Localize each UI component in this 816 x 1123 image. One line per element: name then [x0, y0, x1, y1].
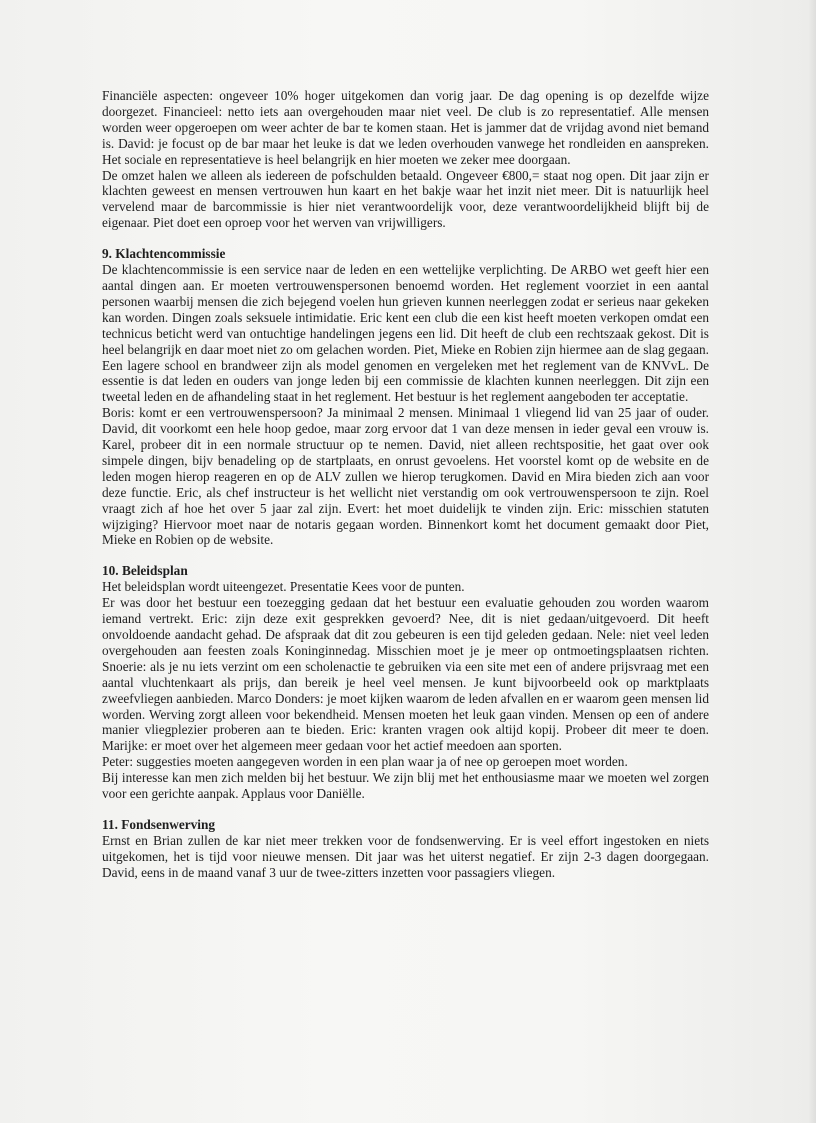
- section-heading: 11. Fondsenwerving: [102, 816, 216, 832]
- section-beleidsplan: [102, 563, 709, 802]
- section-heading: 10. Beleidsplan: [102, 563, 188, 579]
- section-paragraph: Boris: komt er een vertrouwenspersoon? Ja minimaal 2 mensen. Minimaal 1 vliegend lid van 25 jaar of ouder. David, dit voorkomt een hele hoop gedoe, maar zorg ervoor dat 1 van deze mensen in ieder geval een vrouw is. Karel, probeer dit in een normale structuur op te nemen. David, niet alleen rechtspositie, het gaat over ook simpele dingen, bijv benadeling op de startplaats, en onrust gevoelens. Het voorstel komt op de website en de leden mogen hierop reageren en op de ALV zullen we hierop terugkomen. David en Mira bieden zich aan voor deze functie. Eric, als chef instructeur is het wellicht niet verstandig om ook vertrouwenspersoon te zijn. Roel vraagt zich af hoe het over 5 jaar zal zijn. Evert: het moet duidelijk te vinden zijn. Eric: misschien statuten wijziging? Hiervoor moet naar de notaris gegaan worden. Binnenkort komt het document gemaakt door Piet, Mieke en Robien op de website.: [102, 405, 709, 548]
- intro-paragraph-2: De omzet halen we alleen als iedereen de pofschulden betaald. Ongeveer €800,= staat nog open. Dit jaar zijn er klachten geweest en mensen vertrouwen hun kaart en het bakje waar het inzit niet meer. Dit is natuurlijk heel vervelend maar de barcommissie is hier niet verantwoordelijk voor, deze verantwoordelijkheid blijft bij de eigenaar. Piet doet een oproep voor het werven van vrijwilligers.: [102, 167, 709, 231]
- page-edge-shadow: [808, 0, 816, 1123]
- document-body: [102, 88, 709, 881]
- section-klachtencommissie: [102, 246, 709, 548]
- section-paragraph: Ernst en Brian zullen de kar niet meer trekken voor de fondsenwerving. Er is veel effort ingestoken en niets uitgekomen, het is tijd voor nieuwe mensen. Dit jaar was het uiterst negatief. Er zijn 2-3 dagen doorgegaan. David, eens in de maand vanaf 3 uur de twee-zitters inzetten voor passagiers vliegen.: [102, 832, 709, 880]
- intro-paragraph-1: Financiële aspecten: ongeveer 10% hoger uitgekomen dan vorig jaar. De dag opening is op dezelfde wijze doorgezet. Financieel: netto iets aan overgehouden maar niet veel. De club is zo representatief. Alle mensen worden weer opgeroepen om weer achter de bar te komen staan. Het is jammer dat de vrijdag avond niet bemand is. David: je focust op de bar maar het leuke is dat we leden overhouden vanwege het rondleiden en aanspreken. Het sociale en representatieve is heel belangrijk en hier moeten we zeker mee doorgaan.: [102, 88, 709, 167]
- section-fondsenwerving: [102, 817, 709, 881]
- section-paragraph: Er was door het bestuur een toezegging gedaan dat het bestuur een evaluatie gehouden zou worden waarom iemand vertrekt. Eric: zijn deze exit gesprekken gevoerd? Nee, dit is niet gedaan/uitgevoerd. Dit heeft onvoldoende aandacht gehad. De afspraak dat dit zou gebeuren is een tijd geleden gedaan. Nele: niet veel leden overgehouden aan feesten zoals Koninginnedag. Misschien moet je je meer op ontmoetingsplaatsen richten. Snoerie: als je nu iets verzint om een scholenactie te gebruiken via een site met een of andere prijsvraag met een aantal vluchtenkaart als prijs, dan bereik je heel veel mensen. Je kunt bijvoorbeeld ook op marktplaats zweefvliegen aanbieden. Marco Donders: je moet kijken waarom de leden afvallen en er waarom geen mensen lid worden. Werving zorgt alleen voor bekendheid. Mensen moeten het leuk gaan vinden. Mensen op een of andere manier vliegplezier proberen aan te bieden. Eric: kranten vragen ook altijd kopij. Probeer dit meer te doen. Marijke: er moet over het algemeen meer gedaan voor het actief meedoen aan sporten.: [102, 595, 709, 754]
- section-paragraph: Peter: suggesties moeten aangegeven worden in een plan waar ja of nee op geroepen moet worden.: [102, 754, 628, 770]
- section-paragraph: De klachtencommissie is een service naar de leden en een wettelijke verplichting. De ARBO wet geeft hier een aantal dingen aan. Er moeten vertrouwenspersonen benoemd worden. Het reglement voorziet in een aantal personen waarbij mensen die zich bejegend voelen hun grieven kunnen neerleggen zodat er serieus naar gekeken kan worden. Dingen zoals seksuele intimidatie. Eric kent een club die een kist heeft moeten verkopen omdat een technicus beticht werd van ontuchtige handelingen jegens een lid. Dit heeft de club een rechtszaak gekost. Dit is heel belangrijk en daar moet niet zo om gelachen worden. Piet, Mieke en Robien zijn hiermee aan de slag gegaan. Een lagere school en brandweer zijn als model genomen en vergeleken met het reglement van de KNVvL. De essentie is dat leden en ouders van jonge leden bij een commissie de klachten kunnen neerleggen. Dit zijn een tweetal leden en de afhandeling staat in het reglement. Het bestuur is het reglement aangeboden ter acceptatie.: [102, 262, 709, 405]
- intro-block: [102, 88, 709, 231]
- section-paragraph: Het beleidsplan wordt uiteengezet. Presentatie Kees voor de punten.: [102, 579, 465, 595]
- section-paragraph: Bij interesse kan men zich melden bij het bestuur. We zijn blij met het enthousiasme maar we moeten wel zorgen voor een gerichte aanpak. Applaus voor Daniëlle.: [102, 770, 709, 802]
- section-heading: 9. Klachtencommissie: [102, 246, 226, 262]
